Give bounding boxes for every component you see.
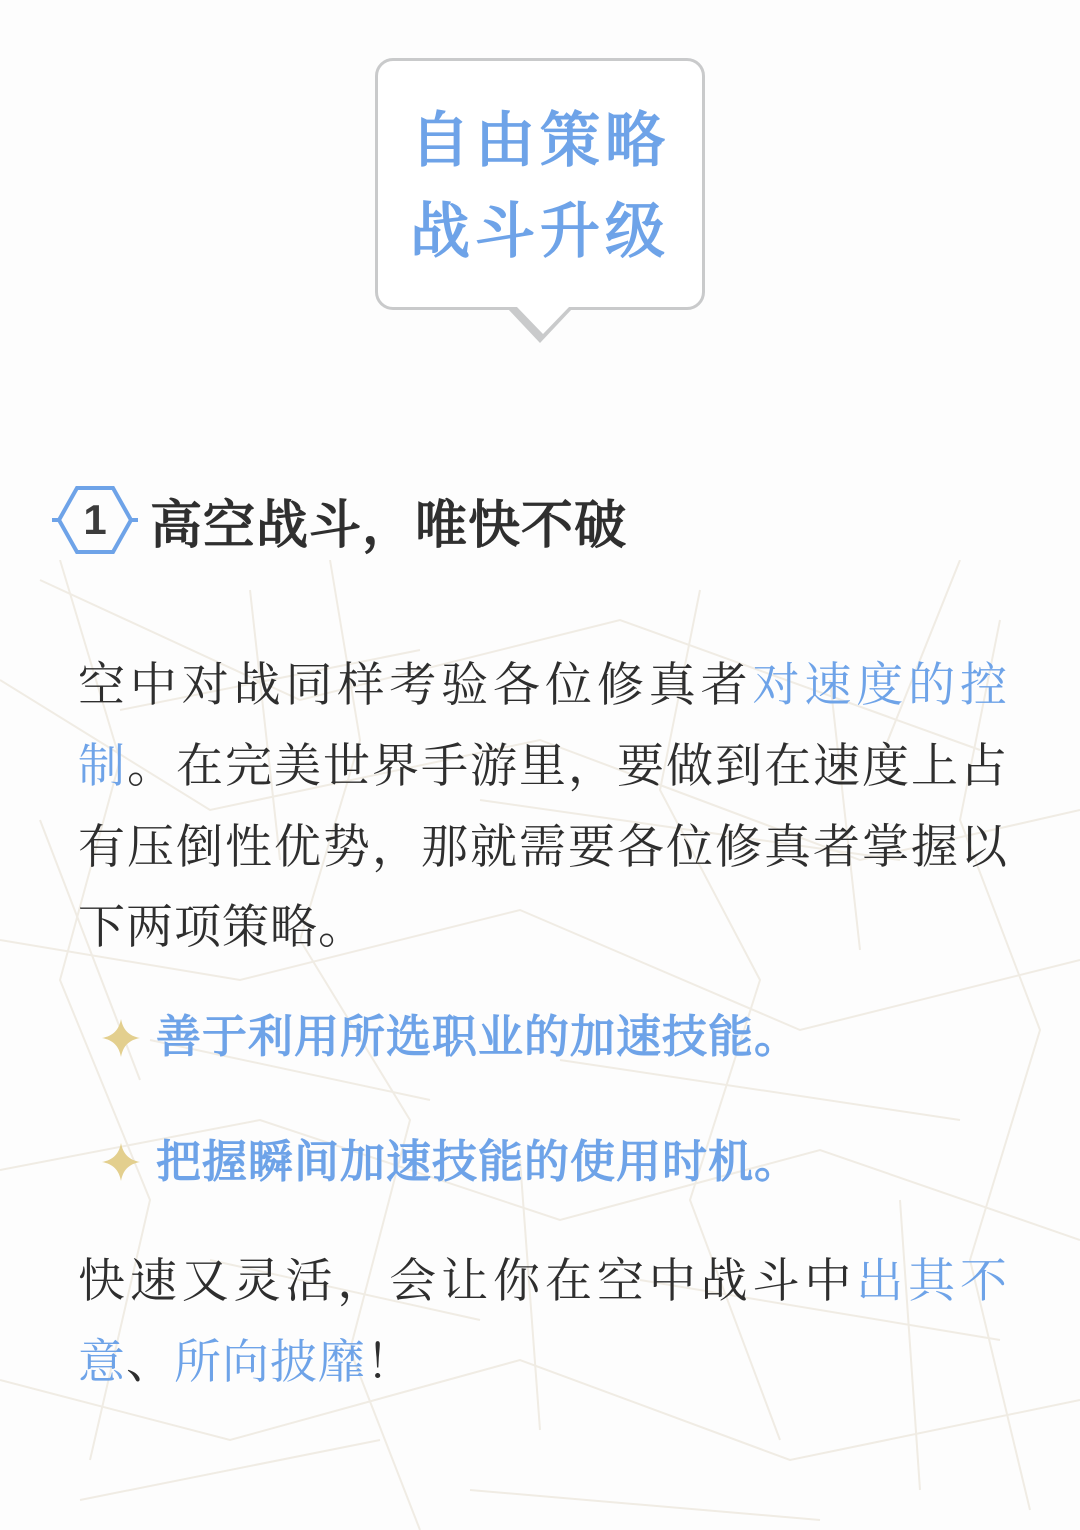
list-item-label: 把握瞬间加速技能的使用时机。 [156, 1135, 801, 1187]
sparkle-icon [100, 1141, 142, 1183]
paragraph-2-highlight-2: 所向披靡 [174, 1335, 366, 1389]
strategy-list [78, 1008, 1008, 1191]
paragraph-2-part-1: 快速又灵活，会让你在空中战斗中 [78, 1254, 857, 1308]
list-item-label: 善于利用所选职业的加速技能。 [156, 1011, 801, 1063]
paragraph-2-highlight-1: 出其不意 [78, 1254, 1008, 1389]
paragraph-1-highlight-1: 对速度的控制 [78, 658, 1009, 792]
list-item [78, 1133, 1008, 1192]
section-title: 高空战斗，唯快不破 [150, 496, 628, 555]
list-item [78, 1008, 1008, 1067]
article-body [78, 645, 1008, 1403]
bubble-tail-inner-icon [516, 306, 570, 334]
sparkle-icon [100, 1017, 142, 1059]
paragraph-1-part-2: 。在完美世界手游里，要做到在速度上占有压倒性优势，那就需要各位修真者掌握以下两项策略。 [78, 738, 1008, 954]
paragraph-2 [78, 1241, 1008, 1403]
hexagon-number-badge [52, 482, 138, 558]
paragraph-1-part-1: 空中对战同样考验各位修真者 [78, 658, 753, 711]
paragraph-1 [78, 645, 1008, 968]
section-number: 1 [83, 496, 107, 543]
paragraph-2-part-3: ！ [366, 1335, 414, 1389]
paragraph-2-part-2: 、 [126, 1335, 174, 1389]
section-heading [52, 482, 627, 558]
bubble-box [375, 58, 705, 310]
bubble-line-2: 战斗升级 [410, 198, 670, 266]
callout-bubble [0, 58, 1080, 334]
bubble-line-1: 自由策略 [410, 107, 670, 174]
